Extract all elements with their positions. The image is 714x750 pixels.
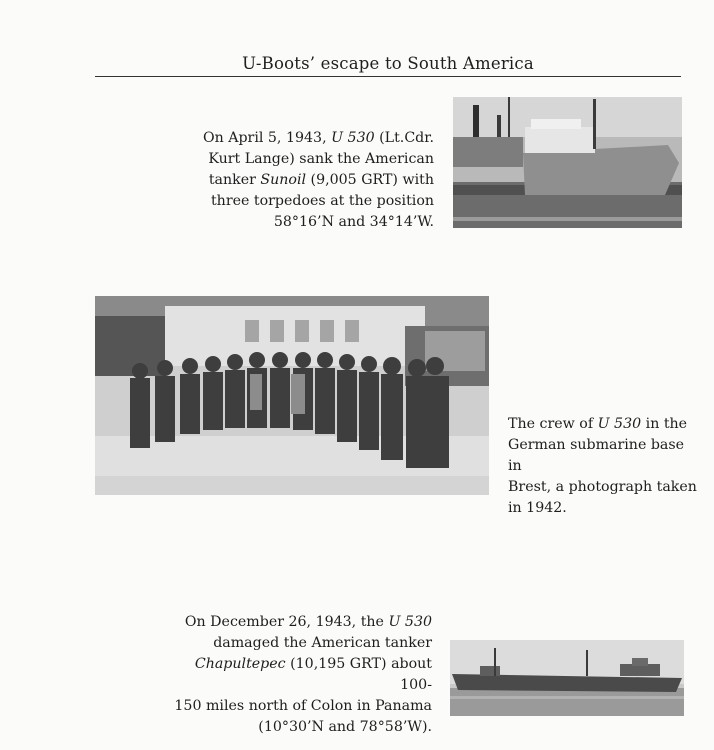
caption-line: [165, 612, 432, 633]
caption-sunoil: [190, 128, 434, 233]
caption-crew: [508, 414, 698, 519]
caption-line: [165, 654, 432, 696]
caption-italic: Chapultepec: [194, 656, 286, 672]
photo-tanker-chapultepec: [450, 640, 684, 716]
caption-text: On December 26, 1943, the: [184, 614, 389, 630]
caption-line: three torpedoes at the position: [210, 193, 434, 209]
header-rule: [95, 76, 681, 77]
caption-line: Kurt Lange) sank the American: [208, 151, 434, 167]
running-header: U-Boots’ escape to South America: [242, 54, 534, 73]
caption-line: [190, 128, 434, 149]
caption-chapultepec: [165, 612, 432, 738]
caption-italic: U 530: [388, 614, 432, 630]
caption-line: damaged the American tanker: [213, 635, 432, 651]
caption-text: (9,005 GRT) with: [306, 172, 434, 188]
caption-italic: Sunoil: [260, 172, 307, 188]
caption-text: in the: [641, 416, 688, 432]
caption-text: (Lt.Cdr.: [374, 130, 434, 146]
photo-tanker-sunoil-image: [453, 97, 682, 228]
caption-line: (10°30’N and 78°58’W).: [258, 719, 432, 735]
photo-crew-u530-image: [95, 296, 489, 495]
photo-tanker-sunoil: [453, 97, 682, 228]
photo-crew-u530: [95, 296, 489, 495]
caption-text: On April 5, 1943,: [202, 130, 332, 146]
caption-italic: U 530: [597, 416, 642, 432]
caption-line: 58°16’N and 34°14’W.: [273, 214, 434, 230]
caption-text: tanker: [208, 172, 261, 188]
caption-text: The crew of: [508, 416, 598, 432]
caption-line: German submarine base in: [508, 437, 685, 474]
caption-text: (10,195 GRT) about 100-: [285, 656, 432, 693]
caption-line: in 1942.: [508, 500, 567, 516]
caption-line: [190, 170, 434, 191]
caption-italic: U 530: [331, 130, 375, 146]
caption-line: 150 miles north of Colon in Panama: [174, 698, 432, 714]
caption-line: Brest, a photograph taken: [508, 479, 697, 495]
caption-line: [508, 414, 698, 435]
photo-tanker-chapultepec-image: [450, 640, 684, 716]
